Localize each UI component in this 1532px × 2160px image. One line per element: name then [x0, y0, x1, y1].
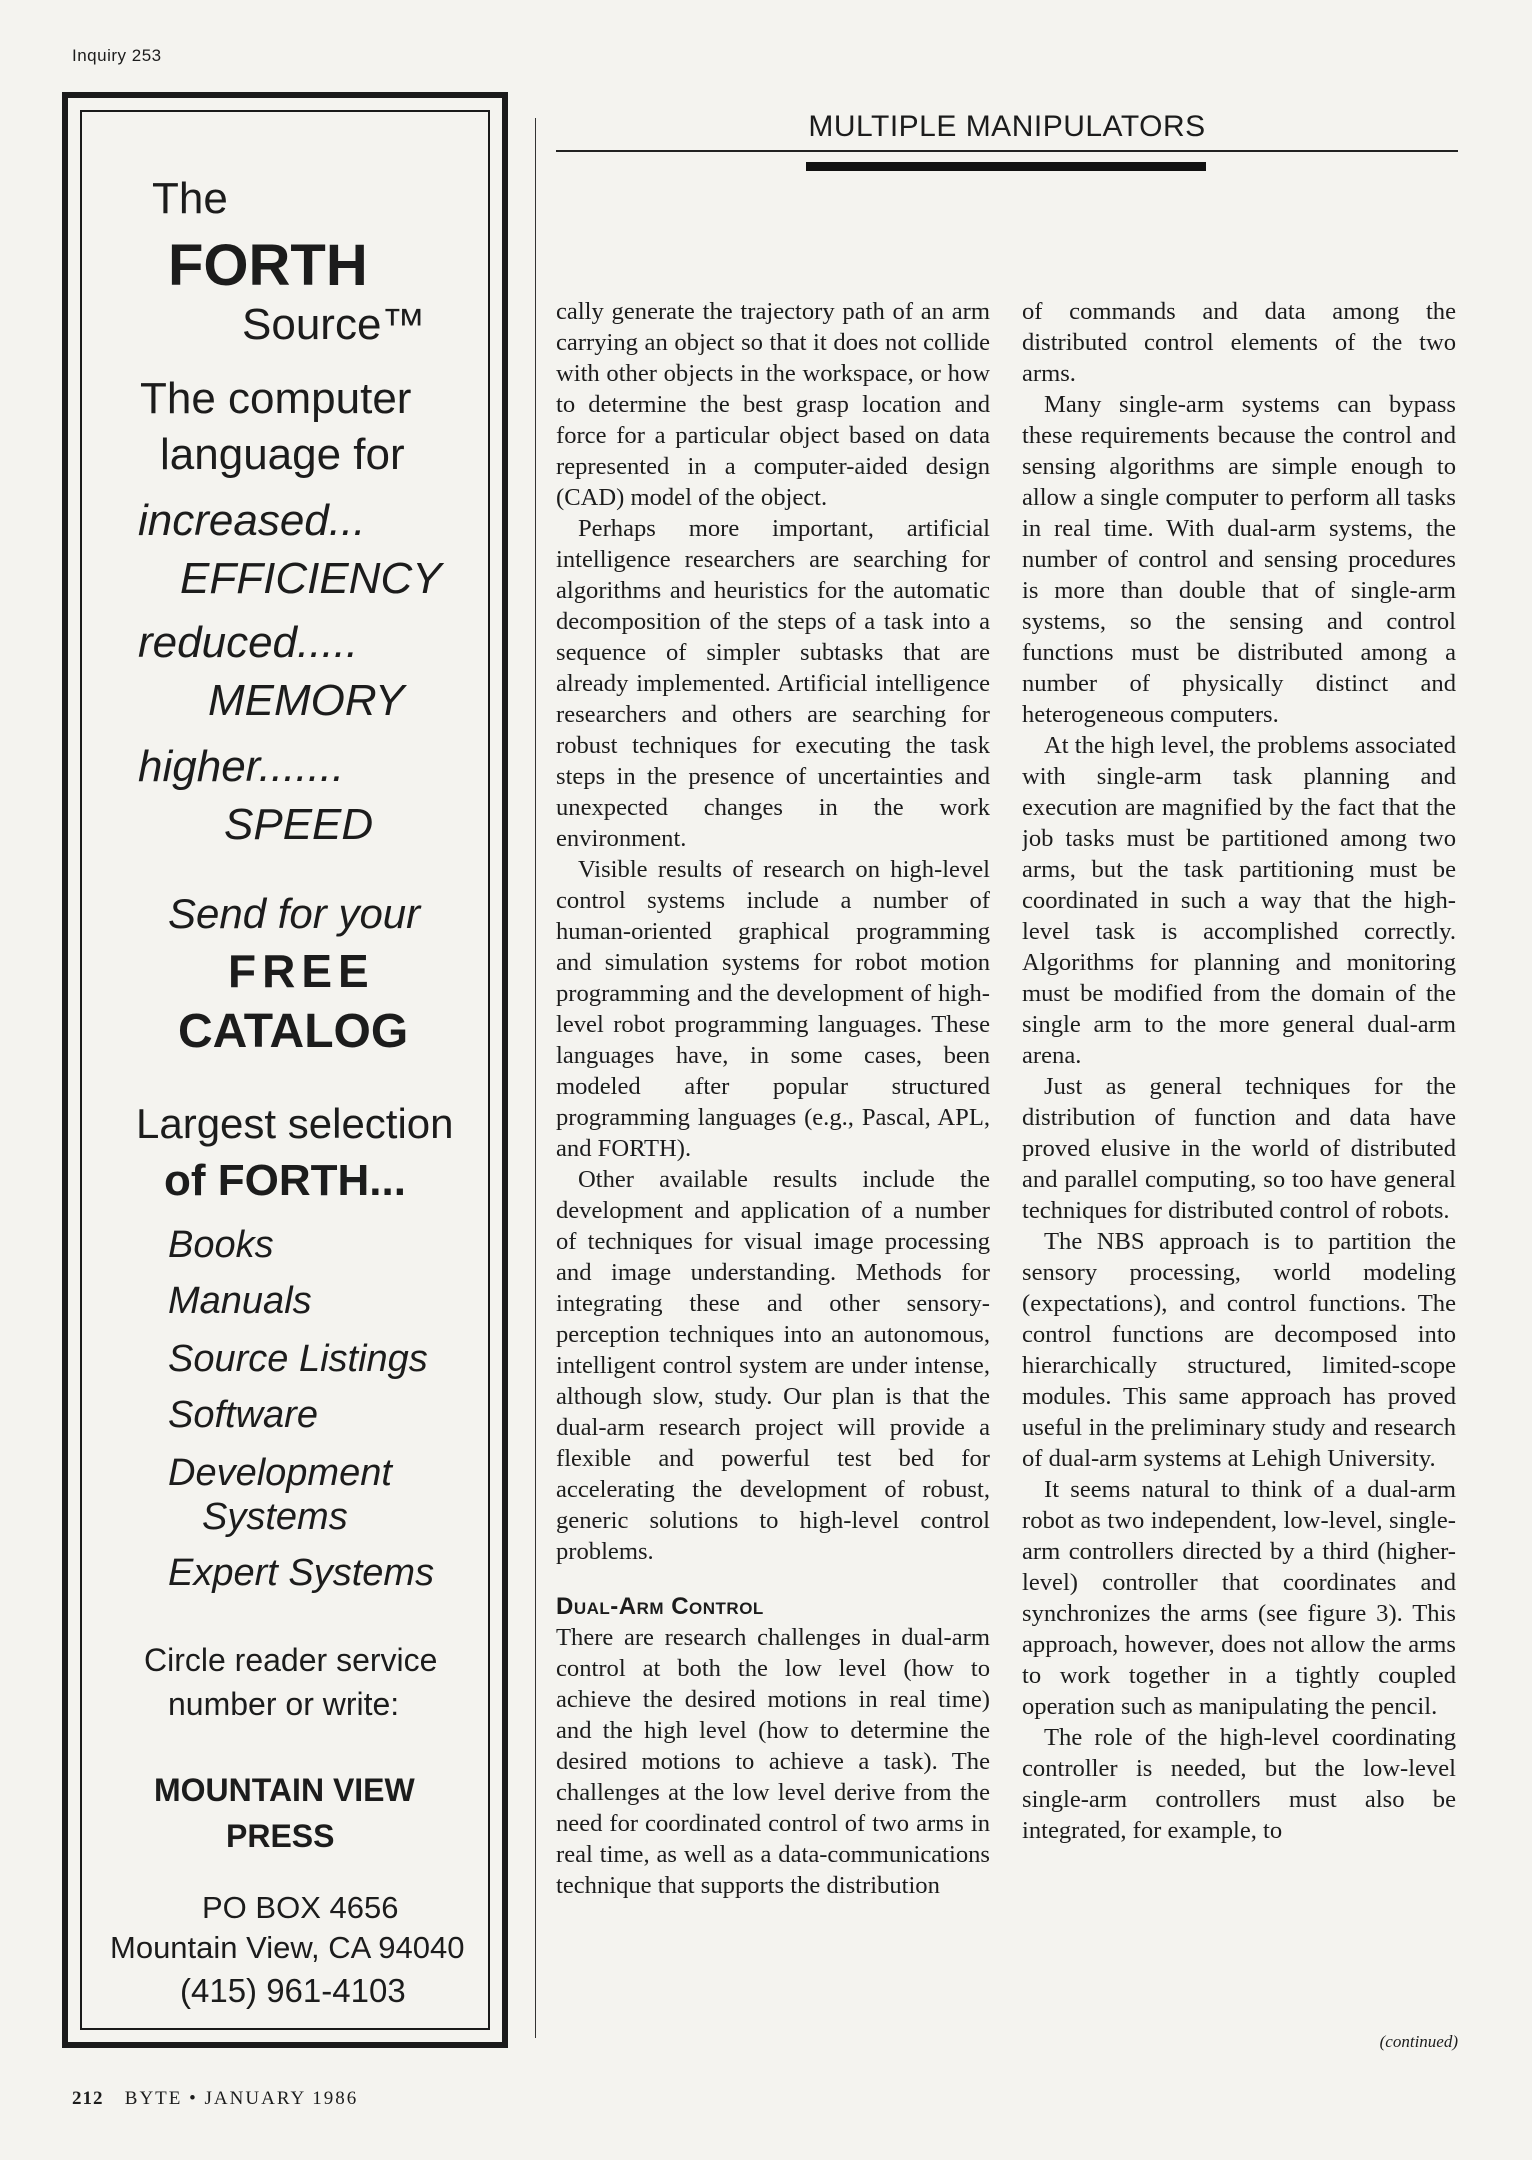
- continued-note: (continued): [1379, 2032, 1458, 2051]
- paragraph: cally generate the trajectory path of an arm carrying an object so that it does not collide with other objects in the workspace, or how to determine the best grasp location and force for a particular object based on data represented in a computer-aided design (CAD) model of the object.: [556, 298, 990, 511]
- ad-line2: language for: [160, 430, 405, 479]
- ad-speed: SPEED: [224, 800, 374, 849]
- forth-advertisement: [62, 92, 508, 2048]
- ad-largest: Largest selection: [136, 1100, 454, 1147]
- section-title: MULTIPLE MANIPULATORS: [808, 110, 1206, 143]
- ad-of-forth: of FORTH...: [164, 1156, 406, 1205]
- paragraph: of commands and data among the distributed control elements of the two arms.: [1022, 298, 1456, 387]
- ad-increased: increased...: [138, 496, 366, 545]
- ad-item-development: Development: [168, 1452, 392, 1494]
- ad-efficiency: EFFICIENCY: [180, 554, 442, 603]
- ad-reduced: reduced.....: [138, 618, 359, 667]
- paragraph: Perhaps more important, artificial intelligence researchers are searching for algorithms and heuristics for the automatic decomposition of the steps of a task into a sequence of simpler subtasks that are already implemented. Artificial intelligence researchers and others are searching for robust techniques for executing the task steps in the presence of uncertainties and unexpected changes in the work environment.: [556, 515, 990, 852]
- ad-inner-border: [80, 110, 490, 2030]
- ad-company-line2: PRESS: [226, 1818, 335, 1854]
- ad-item-expert-systems: Expert Systems: [168, 1552, 435, 1594]
- ad-item-systems: Systems: [202, 1496, 348, 1538]
- ad-source: Source™: [242, 300, 426, 349]
- ad-item-books: Books: [168, 1224, 274, 1266]
- ad-forth: FORTH: [168, 233, 368, 298]
- column-divider: [535, 118, 536, 2038]
- article-column-2: [1022, 296, 1456, 2036]
- ad-circle-line2: number or write:: [168, 1686, 400, 1722]
- ad-city: Mountain View, CA 94040: [110, 1930, 465, 1965]
- ad-send: Send for your: [168, 890, 421, 937]
- inquiry-number: Inquiry 253: [72, 46, 162, 65]
- paragraph: Other available results include the development and application of a number of techniques for visual image processing and image understanding. Methods for integrating these and other sensory-perception techniques into an autonomous, intelligent control system are under intense, although slow, study. Our plan is that the dual-arm research project will provide a flexible and powerful test bed for accelerating the development of robust, generic solutions to high-level control problems.: [556, 1166, 990, 1565]
- paragraph: Visible results of research on high-level control systems include a number of human-oriented graphical programming and simulation systems for robot motion programming and the development of high-level robot programming languages. These languages have, in some cases, been modeled after popular structured programming languages (e.g., Pascal, APL, and FORTH).: [556, 856, 990, 1162]
- ad-pobox: PO BOX 4656: [202, 1890, 399, 1925]
- paragraph: At the high level, the problems associated with single-arm task planning and execution are magnified by the fact that the job tasks must be partitioned among two arms, but the task partitioning must be coordinated in such a way that the high-level task is accomplished correctly. Algorithms for planning and monitoring must be modified from the domain of the single arm to the more general dual-arm arena.: [1022, 732, 1456, 1069]
- page-footer: [72, 2088, 358, 2110]
- ad-the: The: [152, 174, 228, 223]
- ad-item-source-listings: Source Listings: [168, 1338, 428, 1380]
- ad-free: FREE: [228, 945, 375, 997]
- ad-item-software: Software: [168, 1394, 318, 1436]
- paragraph: Many single-arm systems can bypass these requirements because the control and sensing algorithms are simple enough to allow a single computer to perform all tasks in real time. With dual-arm systems, the number of control and sensing procedures is more than double that of single-arm systems, so the sensing and control functions must be distributed among a number of physically distinct and heterogeneous computers.: [1022, 391, 1456, 728]
- ad-content: [82, 112, 488, 2028]
- ad-phone: (415) 961-4103: [180, 1972, 406, 2009]
- ad-circle-line1: Circle reader service: [144, 1642, 438, 1678]
- ad-item-manuals: Manuals: [168, 1280, 312, 1322]
- article-column-1: [556, 296, 990, 2036]
- ad-line1: The computer: [140, 374, 412, 423]
- paragraph: There are research challenges in dual-arm control at both the low level (how to achieve the desired motions in real time) and the high level (how to determine the desired motions to achieve a task). The challenges at the low level derive from the need for coordinated control of two arms in real time, as well as a data-communications technique that supports the distribution: [556, 1624, 990, 1899]
- page-number: 212: [72, 2088, 104, 2109]
- ad-company-line1: MOUNTAIN VIEW: [154, 1772, 415, 1808]
- paragraph: Just as general techniques for the distribution of function and data have proved elusive in the world of distributed and parallel computing, so too have general techniques for distributed control of robots.: [1022, 1073, 1456, 1224]
- ad-catalog: CATALOG: [178, 1005, 409, 1058]
- section-rule-thin: [556, 150, 1458, 152]
- publication-line: BYTE • JANUARY 1986: [124, 2088, 359, 2109]
- paragraph: It seems natural to think of a dual-arm robot as two independent, low-level, single-arm controllers directed by a third (higher-level) controller that coordinates and synchronizes the arms (see figure 3). This approach, however, does not allow the arms to work together in a tightly coupled operation such as manipulating the pencil.: [1022, 1476, 1456, 1720]
- ad-higher: higher.......: [138, 742, 345, 791]
- subheading-dual-arm-control: Dual-Arm Control: [556, 1593, 764, 1620]
- section-rule-thick: [806, 162, 1206, 171]
- paragraph: The role of the high-level coordinating controller is needed, but the low-level single-arm controllers must also be integrated, for example, to: [1022, 1724, 1456, 1844]
- paragraph: The NBS approach is to partition the sensory processing, world modeling (expectations), and control functions. The control functions are decomposed into hierarchically structured, limited-scope modules. This same approach has proved useful in the preliminary study and research of dual-arm systems at Lehigh University.: [1022, 1228, 1456, 1472]
- ad-memory: MEMORY: [208, 676, 405, 725]
